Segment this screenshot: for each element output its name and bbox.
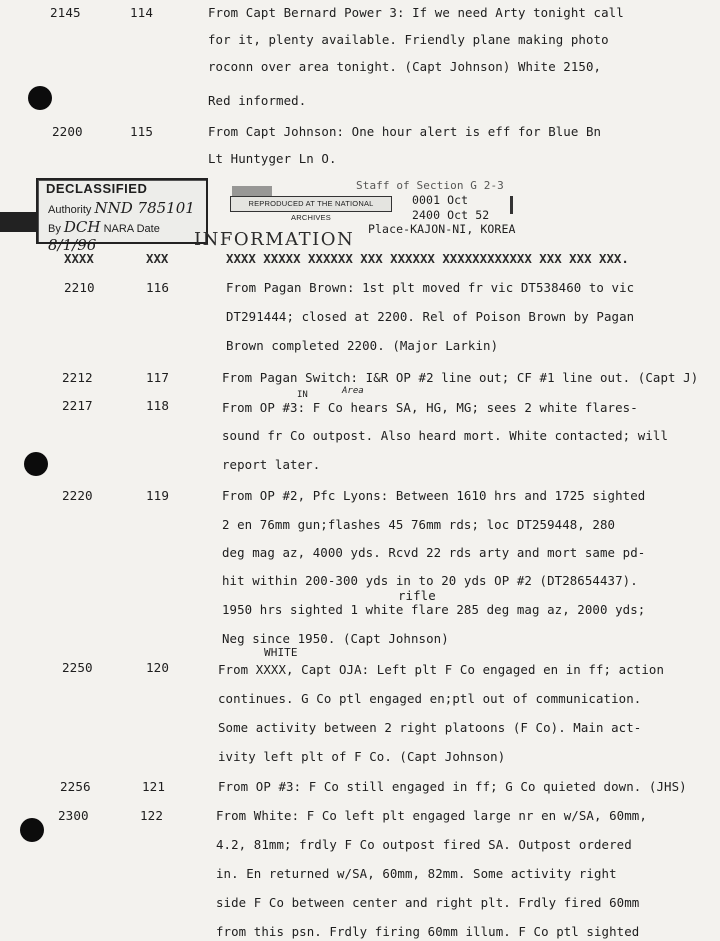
entry-time: 2200 — [52, 124, 83, 139]
entry-line: From Capt Bernard Power 3: If we need Arty tonight call — [208, 5, 624, 20]
entry-line: deg mag az, 4000 yds. Rcvd 22 rds arty and mort same pd- — [222, 545, 646, 560]
stamp-authority: Authority NND 785101 — [48, 199, 195, 217]
inserted-word-rifle: rifle — [398, 588, 436, 603]
entry-line: continues. G Co ptl engaged en;ptl out of communication. — [218, 691, 642, 706]
entry-line: Some activity between 2 right platoons (F Co). Main act- — [218, 720, 642, 735]
handwritten-area: Area — [342, 386, 364, 396]
entry-line: From Pagan Brown: 1st plt moved fr vic DT538460 to vic — [226, 280, 635, 295]
entry-line: roconn over area tonight. (Capt Johnson) White 2150, — [208, 59, 602, 74]
entry-line: side F Co between center and right plt. Frdly fired 60mm — [216, 895, 640, 910]
entry-line: in. En returned w/SA, 60mm, 82mm. Some activity right — [216, 866, 617, 881]
entry-line: From White: F Co left plt engaged large nr en w/SA, 60mm, — [216, 808, 647, 823]
entry-time: 2217 — [62, 398, 93, 413]
entry-line: From OP #2, Pfc Lyons: Between 1610 hrs and 1725 sighted — [222, 488, 646, 503]
entry-line: 4.2, 81mm; frdly F Co outpost fired SA. Outpost ordered — [216, 837, 632, 852]
entry-time: 2250 — [62, 660, 93, 675]
period-from: 0001 Oct — [412, 193, 469, 207]
entry-number: 114 — [130, 5, 154, 20]
entry-line: for it, plenty available. Friendly plane making photo — [208, 32, 609, 47]
reproduced-stamp: REPRODUCED AT THE NATIONAL ARCHIVES — [230, 196, 392, 212]
entry-time: 2145 — [50, 5, 81, 20]
edge-mark — [0, 212, 40, 232]
entry-time: 2220 — [62, 488, 93, 503]
entry-line: From Capt Johnson: One hour alert is eff for Blue Bn — [208, 124, 602, 139]
struck-heading-number: XXX — [146, 251, 169, 266]
binder-hole — [28, 86, 52, 110]
ink-mark — [510, 196, 513, 214]
entry-line: Red informed. — [208, 93, 307, 108]
entry-line: From Pagan Switch: I&R OP #2 line out; CF #1 line out. (Capt J) — [222, 370, 699, 385]
entry-number: 120 — [146, 660, 170, 675]
entry-time: 2300 — [58, 808, 89, 823]
entry-line: From XXXX, Capt OJA: Left plt F Co engaged en in ff; action — [218, 662, 665, 677]
entry-line: report later. — [222, 457, 321, 472]
entry-line: DT291444; closed at 2200. Rel of Poison Brown by Pagan — [226, 309, 635, 324]
entry-time: 2210 — [64, 280, 95, 295]
entry-line: sound fr Co outpost. Also heard mort. White contacted; will — [222, 428, 669, 443]
entry-number: 121 — [142, 779, 166, 794]
period-to: 2400 Oct 52 — [412, 208, 490, 222]
stamp-title: DECLASSIFIED — [46, 181, 148, 196]
entry-number: 117 — [146, 370, 170, 385]
staff-line: Staff of Section G 2-3 — [356, 179, 504, 192]
binder-hole — [20, 818, 44, 842]
entry-line: 1950 hrs sighted 1 white flare 285 deg mag az, 2000 yds; — [222, 602, 646, 617]
entry-number: 119 — [146, 488, 170, 503]
place-line: Place-KAJON-NI, KOREA — [368, 222, 516, 236]
inserted-word-white: WHITE — [264, 646, 298, 659]
handwritten-in: IN — [297, 390, 308, 400]
entry-line: Brown completed 2200. (Major Larkin) — [226, 338, 499, 353]
entry-time: 2256 — [60, 779, 91, 794]
stamp-by-date: By DCH NARA Date 8/1/96 — [48, 218, 160, 254]
entry-line: From OP #3: F Co still engaged in ff; G Co quieted down. (JHS) — [218, 779, 687, 794]
entry-number: 116 — [146, 280, 170, 295]
entry-line: from this psn. Frdly firing 60mm illum. F Co ptl sighted — [216, 924, 640, 939]
entry-line: ivity left plt of F Co. (Capt Johnson) — [218, 749, 506, 764]
information-heading: INFORMATION — [194, 229, 355, 250]
entry-number: 122 — [140, 808, 164, 823]
entry-line: Neg since 1950. (Capt Johnson) — [222, 631, 449, 646]
entry-line: Lt Huntyger Ln O. — [208, 151, 337, 166]
binder-hole — [24, 452, 48, 476]
declassified-stamp — [36, 178, 208, 254]
entry-time: 2212 — [62, 370, 93, 385]
entry-number: 118 — [146, 398, 170, 413]
struck-heading-text: XXXX XXXXX XXXXXX XXX XXXXXX XXXXXXXXXXXX XXX XXX XXX. — [226, 251, 629, 266]
entry-number: 115 — [130, 124, 154, 139]
entry-line: From OP #3: F Co hears SA, HG, MG; sees 2 white flares- — [222, 400, 638, 415]
entry-line: 2 en 76mm gun;flashes 45 76mm rds; loc DT259448, 280 — [222, 517, 616, 532]
entry-line: hit within 200-300 yds in to 20 yds OP #2 (DT28654437). — [222, 573, 638, 588]
struck-heading-time: XXXX — [64, 251, 94, 266]
ink-smear — [232, 186, 272, 196]
